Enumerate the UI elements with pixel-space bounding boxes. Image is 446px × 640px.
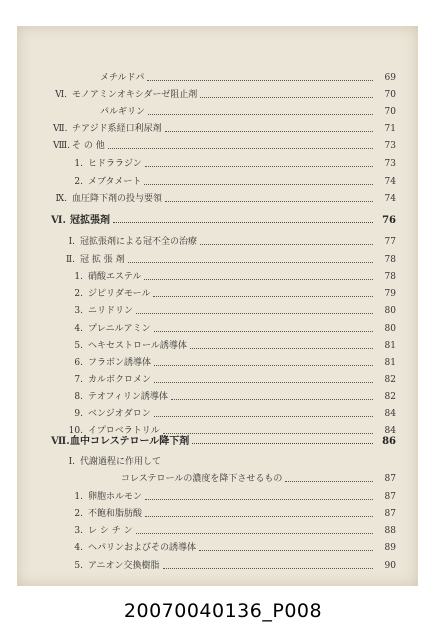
toc-page-number: 82 <box>384 392 396 402</box>
toc-label: イプロベラトリル <box>88 426 160 436</box>
toc-label: プレニルアミン <box>88 324 151 334</box>
dot-leader <box>136 312 373 314</box>
toc-row <box>53 139 396 152</box>
toc-row <box>71 524 396 537</box>
toc-page-number: 82 <box>384 375 396 385</box>
dot-leader <box>199 549 373 551</box>
dot-leader <box>285 480 373 482</box>
toc-row <box>71 157 396 170</box>
toc-row <box>121 472 396 485</box>
toc-label: レ シ チ ン <box>88 526 133 536</box>
dot-leader <box>163 567 373 569</box>
toc-page-number: 74 <box>384 194 396 204</box>
toc-number: 4. <box>74 324 83 334</box>
toc-page-number: 87 <box>384 509 396 519</box>
toc-number: Ⅶ. <box>51 436 70 447</box>
toc-page-number: 76 <box>382 215 396 226</box>
toc-list <box>17 26 418 586</box>
toc-number: 4. <box>74 543 83 553</box>
toc-label: テオフィリン誘導体 <box>88 392 168 402</box>
toc-row <box>100 105 396 118</box>
toc-number: 3. <box>74 526 83 536</box>
dot-leader <box>136 532 373 534</box>
toc-label: 血中コレステロール降下剤 <box>70 436 190 447</box>
dot-leader <box>154 330 373 332</box>
toc-label: 代謝過程に作用して <box>80 457 162 467</box>
toc-chapter-row <box>51 213 396 226</box>
toc-number: Ⅶ. <box>53 124 68 134</box>
toc-number: 2. <box>74 177 83 187</box>
toc-number: Ⅱ. <box>66 255 75 265</box>
toc-label: そ の 他 <box>72 141 105 151</box>
toc-label: ジピリダモール <box>88 289 151 299</box>
toc-number: Ⅷ. <box>53 141 71 151</box>
dot-leader <box>108 147 373 149</box>
toc-row <box>53 88 396 101</box>
toc-number: 5. <box>74 561 83 571</box>
toc-label: 血圧降下剤の投与要領 <box>72 194 163 204</box>
toc-row <box>53 122 396 135</box>
toc-row <box>71 490 396 503</box>
toc-page-number: 81 <box>384 341 396 351</box>
toc-number: Ⅵ. <box>51 215 66 226</box>
dot-leader <box>145 515 373 517</box>
toc-page-number: 79 <box>384 289 396 299</box>
toc-page-number: 88 <box>384 526 396 536</box>
dot-leader <box>190 347 373 349</box>
toc-row <box>71 322 396 335</box>
toc-page-number: 71 <box>384 124 396 134</box>
toc-number: Ⅵ. <box>55 90 67 100</box>
toc-label: モノアミンオキシダーゼ阻止剤 <box>72 90 198 100</box>
dot-leader <box>165 130 373 132</box>
toc-page-number: 80 <box>384 306 396 316</box>
toc-label: ベンジオダロン <box>88 409 151 419</box>
toc-page-number: 87 <box>384 492 396 502</box>
toc-label: メブタメート <box>88 177 142 187</box>
toc-number: 8. <box>74 392 83 402</box>
toc-page-number: 84 <box>384 426 396 436</box>
toc-page-number: 86 <box>382 436 396 447</box>
toc-chapter-row <box>51 434 396 447</box>
toc-number: 7. <box>74 375 83 385</box>
toc-page-number: 77 <box>384 237 396 247</box>
toc-label: ヘパリンおよびその誘導体 <box>88 543 197 553</box>
toc-number: 1. <box>74 159 83 169</box>
toc-number: 3. <box>74 306 83 316</box>
toc-row <box>71 339 396 352</box>
toc-row <box>71 390 396 403</box>
dot-leader <box>154 381 373 383</box>
toc-label: パルギリン <box>100 107 146 117</box>
image-caption: 20070040136_P008 <box>123 600 323 622</box>
dot-leader <box>153 295 373 297</box>
dot-leader <box>154 415 373 417</box>
toc-label: 冠 拡 張 剤 <box>80 255 125 265</box>
toc-number: Ⅰ. <box>68 237 75 247</box>
toc-row <box>61 235 396 248</box>
dot-leader <box>200 243 373 245</box>
toc-page-number: 90 <box>384 561 396 571</box>
toc-number: 6. <box>74 358 83 368</box>
toc-row <box>71 270 396 283</box>
toc-label: 硝酸エステル <box>88 272 142 282</box>
dot-leader <box>200 96 373 98</box>
dot-leader <box>144 278 373 280</box>
toc-page-number: 87 <box>384 474 396 484</box>
toc-page-number: 74 <box>384 177 396 187</box>
toc-number: 10. <box>68 426 83 436</box>
toc-label: チアジド系経口利尿剤 <box>72 124 162 134</box>
toc-label: メチルドパ <box>100 73 145 83</box>
dot-leader <box>165 200 373 202</box>
toc-label: 冠拡張剤による冠不全の治療 <box>80 237 198 247</box>
toc-row <box>71 304 396 317</box>
toc-row <box>71 175 396 188</box>
toc-row <box>71 541 396 554</box>
toc-page-number: 69 <box>384 73 396 83</box>
dot-leader <box>148 113 373 115</box>
dot-leader <box>144 183 373 185</box>
book-page <box>17 26 418 586</box>
dot-leader <box>192 442 373 444</box>
toc-page-number: 70 <box>384 107 396 117</box>
toc-page-number: 78 <box>384 255 396 265</box>
toc-row <box>71 287 396 300</box>
toc-number: 2. <box>74 509 83 519</box>
toc-number: 2. <box>74 289 83 299</box>
toc-page-number: 78 <box>384 272 396 282</box>
toc-row <box>71 507 396 520</box>
toc-number: Ⅸ. <box>55 194 67 204</box>
toc-number: 1. <box>74 272 83 282</box>
toc-page-number: 81 <box>384 358 396 368</box>
toc-page-number: 80 <box>384 324 396 334</box>
toc-label: 卵胞ホルモン <box>88 492 143 502</box>
toc-row <box>61 253 396 266</box>
dot-leader <box>154 364 373 366</box>
toc-label: アニオン交換樹脂 <box>88 561 160 571</box>
toc-label: カルボクロメン <box>88 375 152 385</box>
toc-row <box>100 71 396 84</box>
toc-label: ニリドリン <box>88 306 134 316</box>
dot-leader <box>171 398 373 400</box>
toc-label: ヒドララジン <box>88 159 142 169</box>
dot-leader <box>145 498 373 500</box>
toc-page-number: 84 <box>384 409 396 419</box>
toc-row <box>71 407 396 420</box>
toc-row <box>61 455 396 468</box>
toc-page-number: 89 <box>384 543 396 553</box>
toc-row <box>53 192 396 205</box>
toc-label: コレステロールの濃度を降下させるもの <box>121 474 283 484</box>
toc-number: 1. <box>74 492 83 502</box>
dot-leader <box>113 221 373 223</box>
toc-page-number: 73 <box>384 141 396 151</box>
dot-leader <box>128 261 373 263</box>
toc-number: 5. <box>74 341 83 351</box>
dot-leader <box>147 79 373 81</box>
toc-row <box>71 373 396 386</box>
toc-row <box>71 559 396 572</box>
toc-number: 9. <box>74 409 83 419</box>
toc-label: ヘキセストロール誘導体 <box>88 341 187 351</box>
toc-page-number: 73 <box>384 159 396 169</box>
dot-leader <box>145 165 373 167</box>
toc-page-number: 70 <box>384 90 396 100</box>
toc-row <box>71 356 396 369</box>
toc-label: 不飽和脂肪酸 <box>88 509 143 519</box>
toc-number: Ⅰ. <box>68 457 75 467</box>
toc-label: 冠拡張剤 <box>70 215 110 226</box>
toc-label: フラボン誘導体 <box>88 358 152 368</box>
